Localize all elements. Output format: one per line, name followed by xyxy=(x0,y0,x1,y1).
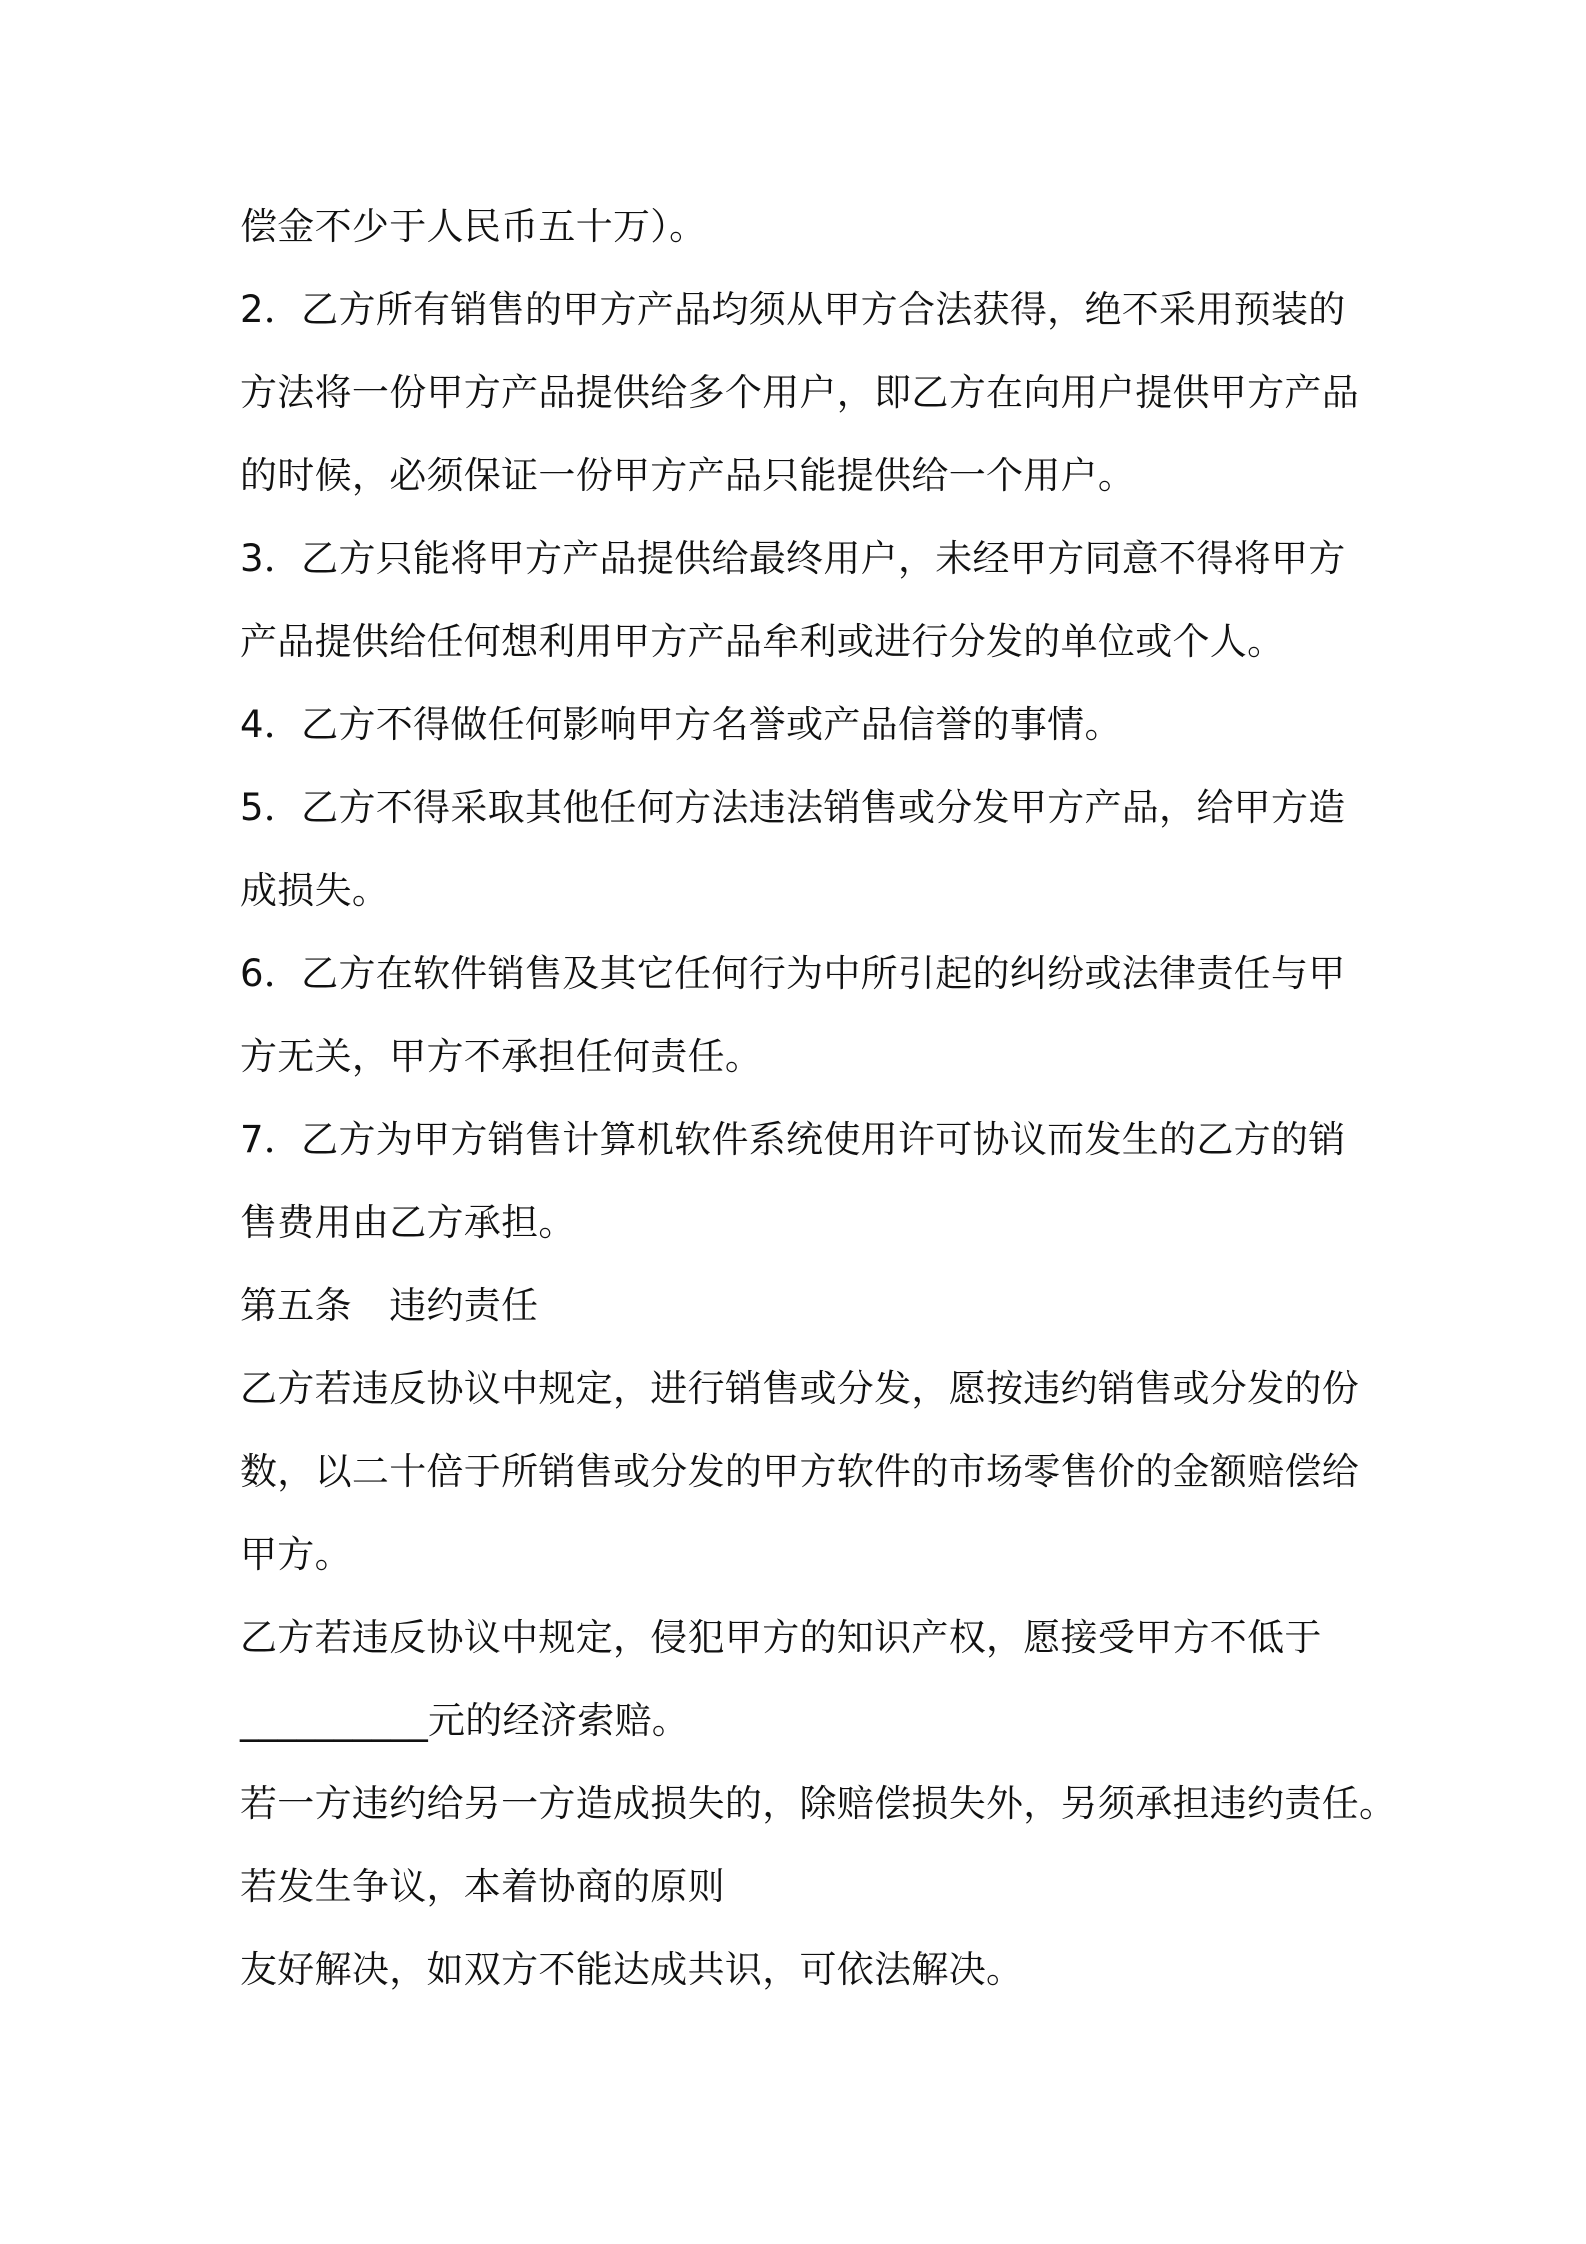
section-heading: 第五条 违约责任 xyxy=(240,1284,539,1327)
text-line: 偿金不少于人民币五十万）。 xyxy=(240,205,707,248)
text-line: 若一方违约给另一方造成损失的，除赔偿损失外，另须承担违约责任。 xyxy=(240,1782,1397,1825)
text-line: 乙方若违反协议中规定，侵犯甲方的知识产权，愿接受甲方不低于 xyxy=(240,1616,1322,1659)
document-body xyxy=(240,200,1397,2026)
text-line: 5．乙方不得采取其他任何方法违法销售或分发甲方产品，给甲方造 xyxy=(240,786,1346,829)
text-line: 产品提供给任何想利用甲方产品牟利或进行分发的单位或个人。 xyxy=(240,620,1285,663)
text-line: 6．乙方在软件销售及其它任何行为中所引起的纠纷或法律责任与甲 xyxy=(240,952,1346,995)
text-line: 的时候，必须保证一份甲方产品只能提供给一个用户。 xyxy=(240,454,1136,497)
text-line: 若发生争议，本着协商的原则 xyxy=(240,1865,725,1908)
text-line: 数，以二十倍于所销售或分发的甲方软件的市场零售价的金额赔偿给 xyxy=(240,1450,1359,1493)
text-line: 乙方若违反协议中规定，进行销售或分发，愿按违约销售或分发的份 xyxy=(240,1367,1359,1410)
text-line: 方法将一份甲方产品提供给多个用户，即乙方在向用户提供甲方产品 xyxy=(240,371,1359,414)
text-line: 3．乙方只能将甲方产品提供给最终用户，未经甲方同意不得将甲方 xyxy=(240,537,1346,580)
text-line: 甲方。 xyxy=(240,1533,352,1576)
text-line: 7．乙方为甲方销售计算机软件系统使用许可协议而发生的乙方的销 xyxy=(240,1118,1346,1161)
text-line: 成损失。 xyxy=(240,869,390,912)
text-line: 友好解决，如双方不能达成共识，可依法解决。 xyxy=(240,1948,1024,1991)
text-line: 2．乙方所有销售的甲方产品均须从甲方合法获得，绝不采用预装的 xyxy=(240,288,1346,331)
blank-amount-line: __________元的经济索赔。 xyxy=(240,1699,690,1742)
text-line: 方无关，甲方不承担任何责任。 xyxy=(240,1035,763,1078)
text-line: 售费用由乙方承担。 xyxy=(240,1201,576,1244)
text-line: 4．乙方不得做任何影响甲方名誉或产品信誉的事情。 xyxy=(240,703,1122,746)
